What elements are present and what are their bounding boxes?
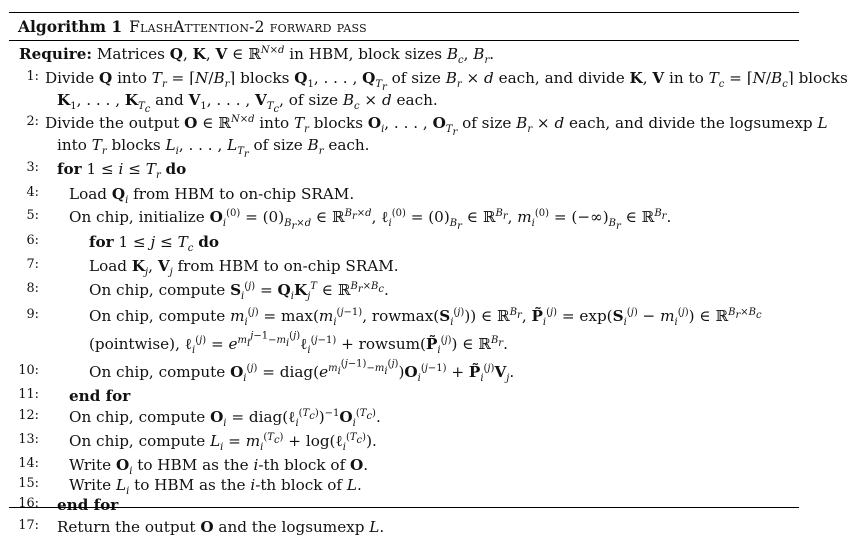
line-text: On chip, compute $m_i^{(j)} = \max(m_i^{(j-1)}$, $rowmax(S_i^{(j)})$) ∈ ℝ$^{B_r}$, $P̃_i^{(j)} = \exp(S_i^{(j)} - m_i^{(j)})$ ∈ ℝ$^{B_r\times B_c}$: [89, 306, 762, 329]
line-text: Write $L_i$ to HBM as the i-th block of L.: [69, 476, 362, 498]
line-text: end for: [69, 387, 131, 405]
line-number: 8:: [26, 281, 39, 296]
algorithm-header: [9, 13, 799, 40]
line-number: 9:: [26, 307, 39, 322]
line-number: 14:: [18, 456, 39, 471]
line-text: On chip, compute $O_i$ = $diag(\ell_i^{(T_c)})^{-1}O_i^{(T_c)}$.: [69, 407, 381, 430]
line-number: 3:: [26, 160, 39, 175]
line-number: 1:: [26, 69, 39, 84]
line-text: into $T_r$ blocks $L_i$, . . . , $L_{T_r}$ of size $B_r$ each.: [57, 136, 370, 161]
require-line: Require: Matrices Q, K, V ∈ ℝ$^{N\times d}$ in HBM, block sizes $B_c$, $B_r$.: [19, 44, 495, 67]
line-number: 4:: [26, 185, 39, 200]
line-number: 5:: [26, 208, 39, 223]
line-text: Divide Q into $T_r$ = $⌈N/B_r⌉$ blocks $Q_1$, . . . , $Q_{T_r}$ of size $B_r \times d$ each, and divide K, V in to $T_c$ = $⌈N/B_c⌉$ blocks: [45, 69, 848, 94]
line-number: 11:: [18, 387, 39, 402]
algorithm-name: FlashAttention-2 forward pass: [129, 17, 367, 36]
line-number: 16:: [18, 496, 39, 511]
algorithm-label: Algorithm 1: [18, 17, 123, 36]
line-number: 15:: [18, 476, 39, 491]
line-text: $K_1$, . . . , $K_{T_c}$ and $V_1$, . . . , $V_{T_c}$, of size $B_c \times d$ each.: [57, 91, 438, 116]
line-number: 12:: [18, 408, 39, 423]
line-text: end for: [57, 496, 119, 514]
line-number: 6:: [26, 233, 39, 248]
line-text: for $1 \le j \le T_c$ do: [89, 233, 219, 255]
line-text: On chip, compute $O_i^{(j)}$ = $diag(e^{m_i^{(j-1)}-m_i^{(j)}})O_i^{(j-1)}$ + $P̃_i^{(j)}V_j$.: [89, 358, 515, 385]
line-text: Return the output O and the logsumexp L.: [57, 518, 385, 536]
line-number: 13:: [18, 432, 39, 447]
line-text: Load $Q_i$ from HBM to on-chip SRAM.: [69, 185, 355, 207]
bottom-rule: [9, 507, 799, 508]
line-number: 10:: [18, 363, 39, 378]
line-text: Divide the output O ∈ ℝ$^{N\times d}$ into $T_r$ blocks $O_i$, . . . , $O_{T_r}$ of size $B_r \times d$ each, and divide the logsumexp L: [45, 113, 828, 139]
line-number: 2:: [26, 114, 39, 129]
line-number: 7:: [26, 257, 39, 272]
line-number: 17:: [18, 518, 39, 533]
algorithm-body: [9, 41, 848, 536]
line-text: On chip, compute $L_i = m_i^{(T_c)}$ + log(ℓ$_i^{(T_c)}$).: [69, 431, 377, 454]
line-text: Load $K_j$, $V_j$ from HBM to on-chip SRAM.: [89, 257, 399, 279]
line-text: for $1 \le i \le T_r$ do: [57, 160, 187, 182]
line-text: Write $O_i$ to HBM as the i-th block of O.: [69, 456, 369, 478]
line-text: (pointwise), ℓ$_i^{(j)}$ = $e^{m_i^{j-1}-m_i^{(j)}}\ell_i^{(j-1)}$ + $rowsum(P̃_i^{(j)})$ ∈ ℝ$^{B_r}$.: [89, 330, 508, 357]
line-text: On chip, compute $S_i^{(j)} = Q_iK_j^T$ ∈ ℝ$^{B_r\times B_c}$.: [89, 280, 389, 303]
algorithm-box: [9, 12, 848, 536]
line-text: On chip, initialize $O_i^{(0)} = (0)_{B_r\times d}$ ∈ ℝ$^{B_r\times d}$, ℓ$_i^{(0)}$ = $(0)_{B_r}$ ∈ ℝ$^{B_r}$, $m_i^{(0)} = (-\infty)_{B_r}$ ∈ ℝ$^{B_r}$.: [69, 207, 672, 233]
